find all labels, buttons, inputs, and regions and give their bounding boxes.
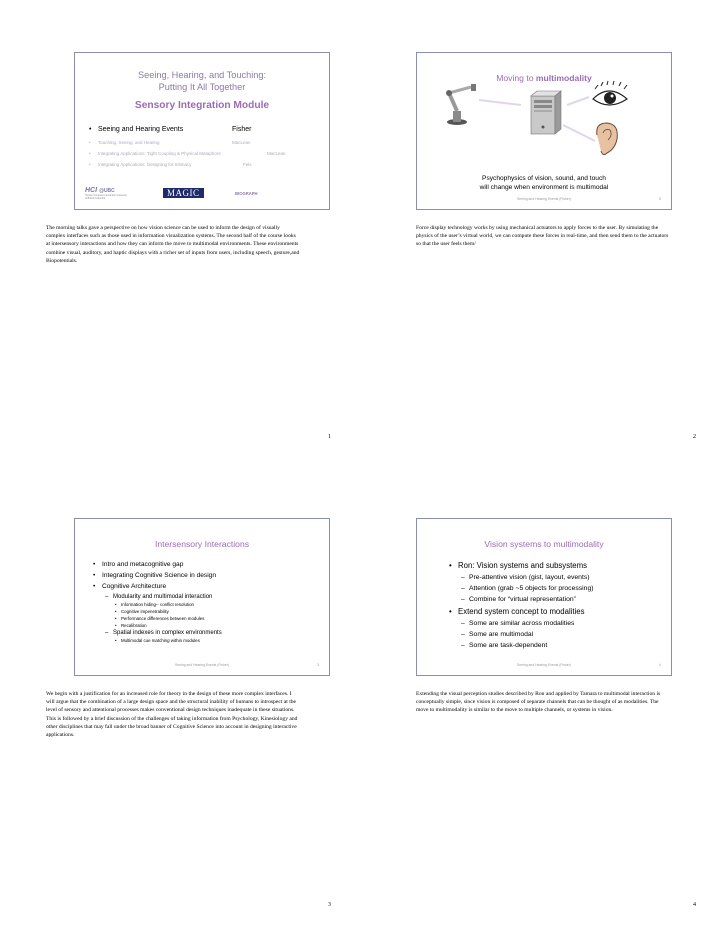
- bullet-level-1: • Extend system concept to modalities: [449, 607, 667, 616]
- sub-item-label: • Integrating Applications: Designing for Intimacy: [89, 162, 192, 167]
- biograph-logo: BIOGRAPH: [235, 191, 258, 196]
- bullet-level-3: • Information hiding-- conflict resolution: [115, 602, 325, 607]
- bullet-level-3: • Performance differences between modules: [115, 616, 325, 621]
- sub-item-label: • Touching, Seeing, and Hearing: [89, 140, 160, 145]
- bullet-level-2: – Combine for “virtual representation”: [461, 596, 667, 603]
- page-number-3: 3: [328, 902, 331, 908]
- slide-1-subtitle: Sensory Integration Module: [134, 100, 270, 111]
- slide-2: [416, 52, 672, 210]
- hci-logo: HCI @UBC Human Computer Interaction University of British Columbia: [85, 187, 127, 200]
- note-4: Extending the visual perception studies described by Ron and applied by Tamara to multimodal interaction is conceptually simple, since vision is composed of separate channels that can be thought of as modalities. The move to multimodality is similar to the move to multiple channels, or systems in vision.: [416, 691, 661, 714]
- sub-item-list: [89, 140, 319, 173]
- main-item-speaker: Fisher: [232, 126, 252, 133]
- bullet-level-2: – Some are similar across modalities: [461, 620, 667, 627]
- bullet-level-2: – Spatial indexes in complex environments: [105, 630, 325, 636]
- bullet-level-1: • Ron: Vision systems and subsystems: [449, 561, 667, 570]
- sub-item-speaker: Fels: [243, 162, 252, 167]
- bullet-level-1: • Integrating Cognitive Science in design: [93, 572, 325, 579]
- bullet-level-2: – Modularity and multimodal interaction: [105, 594, 325, 600]
- eye-icon: [593, 81, 627, 105]
- slide-1: [74, 52, 330, 210]
- slide-footer: Seeing and Hearing Events (Fisher) 3: [175, 663, 319, 667]
- slide-3-title: Intersensory Interactions: [154, 539, 250, 549]
- sub-item: [89, 162, 319, 173]
- main-item-label: • Seeing and Hearing Events: [89, 126, 183, 133]
- logos-row: [85, 187, 321, 203]
- sub-item: [89, 151, 319, 162]
- slide-4-title: Vision systems to multimodality: [484, 539, 604, 549]
- bullet-level-2: – Pre-attentive vision (gist, layout, events): [461, 574, 667, 581]
- bullet-level-3: • Cognitive impenetrability: [115, 609, 325, 614]
- note-2: Force display technology works by using mechanical actuators to apply forces to the user. By simulating the physics of the user’s virtual world, we can compute these forces in real-time, and then send them to the actuators so that the user feels them/: [416, 225, 669, 248]
- bullet-level-1: • Intro and metacognitive gap: [93, 561, 325, 568]
- sub-item-speaker: MacLean: [267, 151, 286, 156]
- sub-item: [89, 140, 319, 151]
- note-1: The morning talks gave a perspective on how vision science can be used to inform the design of visually complex interfaces such as those used in information visualization systems. The second half of the course looks at intersensory interactions and how they can inform the move to multimodal environments. These environments combine visual, auditory, and haptic displays with a richer set of inputs from users, including speech, gesture,and Biopotentials.: [46, 225, 300, 264]
- sub-item-label: • Integrating Applications: Tight Coupling & Physical Metaphors: [89, 151, 221, 156]
- slide-4: [416, 518, 672, 676]
- bullet-level-1: • Cognitive Architecture: [93, 583, 325, 590]
- slide-3-bullets: [93, 561, 325, 645]
- main-item: [89, 126, 289, 133]
- slide-footer: Seeing and Hearing Events (Fisher) 4: [517, 663, 661, 667]
- bullet-level-2: – Some are task-dependent: [461, 642, 667, 649]
- slide-3: [74, 518, 330, 676]
- note-3: We begin with a justification for an increased role for theory in the design of these more complex interfaces. I will argue that the combination of a large design space and the structural inability of humans to introspect at the level of sensory and attentional processes makes conventional design techniques inadequate in these situations. This is followed by a brief discussion of the challenges of taking information from Psychology, Kinesiology and other disciplines that may fall under the broad banner of Cognitive Science into account in designing interactive applications.: [46, 691, 298, 739]
- magic-logo: MAGIC: [163, 188, 204, 198]
- bullet-level-2: – Some are multimodal: [461, 631, 667, 638]
- slide-2-caption: Psychophysics of vision, sound, and touch will change when environment is multimodal: [479, 175, 609, 191]
- page-number-2: 2: [693, 434, 696, 440]
- bullet-level-3: • Recalibration: [115, 623, 325, 628]
- page-number-4: 4: [693, 902, 696, 908]
- bullet-level-2: – Attention (grab ~5 objects for processing): [461, 585, 667, 592]
- robot-arm-icon: [446, 84, 476, 125]
- sub-item-speaker: MacLean: [232, 140, 251, 145]
- slide-4-bullets: [449, 561, 667, 653]
- bullet-level-3: • Multimodal cue matching within modules: [115, 638, 325, 643]
- slide-1-title: Seeing, Hearing, and Touching: Putting It All Together: [137, 70, 267, 92]
- ear-icon: [597, 123, 618, 155]
- slide-footer: Seeing and Hearing Events (Fisher) 6: [517, 197, 661, 201]
- slide-2-title: Moving to multimodality: [496, 73, 592, 83]
- page-number-1: 1: [328, 434, 331, 440]
- computer-tower-icon: [531, 91, 561, 134]
